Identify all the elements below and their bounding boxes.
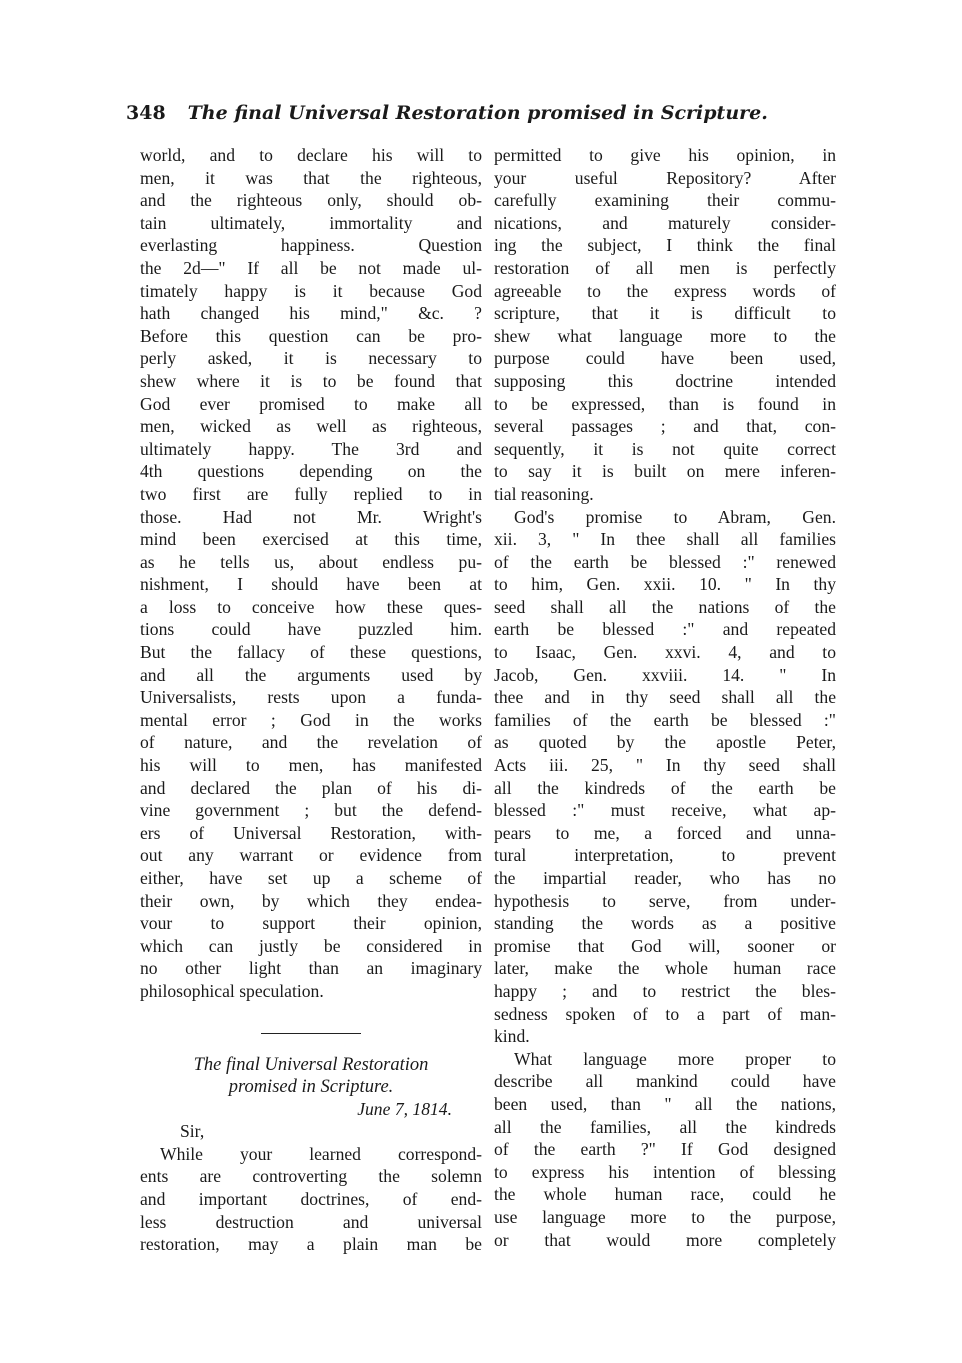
text-line: restoration, may a plain man be bbox=[140, 1234, 482, 1255]
text-line: Jacob, Gen. xxviii. 14. " In bbox=[494, 664, 836, 685]
text-line: carefully examining their commu- bbox=[494, 190, 836, 211]
text-line: to Isaac, Gen. xxvi. 4, and to bbox=[494, 642, 836, 663]
text-line: two first are fully replied to in bbox=[140, 483, 482, 504]
right-paragraph-2 bbox=[494, 506, 836, 1026]
text-line: as he tells us, about endless pu- bbox=[140, 551, 482, 572]
text-line: all the families, all the kindreds bbox=[494, 1116, 836, 1137]
text-line: ultimately happy. The 3rd and bbox=[140, 438, 482, 459]
text-line: Universalists, rests upon a funda- bbox=[140, 687, 482, 708]
text-line: happy ; and to restrict the bles- bbox=[494, 980, 836, 1001]
text-line: no other light than an imaginary bbox=[140, 958, 482, 979]
text-line: out any warrant or evidence from bbox=[140, 845, 482, 866]
running-head bbox=[126, 102, 846, 124]
text-line: ents are controverting the solemn bbox=[140, 1166, 482, 1187]
text-line: agreeable to the express words of bbox=[494, 280, 836, 301]
text-line: the whole human race, could he bbox=[494, 1184, 836, 1205]
text-line: vine government ; but the defend- bbox=[140, 800, 482, 821]
text-line: less destruction and universal bbox=[140, 1211, 482, 1232]
text-line: to express his intention of blessing bbox=[494, 1161, 836, 1182]
text-line: the impartial reader, who has no bbox=[494, 868, 836, 888]
left-column bbox=[140, 144, 482, 1256]
text-line: families of the earth be blessed :" bbox=[494, 709, 836, 730]
text-line: scripture, that it is difficult to bbox=[494, 303, 836, 324]
text-line: nications, and maturely consider- bbox=[494, 212, 836, 233]
text-line: xii. 3, " In thee shall all families bbox=[494, 529, 836, 550]
right-paragraph-3 bbox=[494, 1048, 836, 1251]
text-line: as quoted by the apostle Peter, bbox=[494, 732, 836, 753]
text-line: which can justly be considered in bbox=[140, 935, 482, 956]
text-line: mental error ; God in the works bbox=[140, 709, 482, 730]
text-line: his will to men, has manifested bbox=[140, 755, 482, 776]
left-text-block bbox=[140, 144, 482, 980]
text-line: sequently, it is not quite correct bbox=[494, 438, 836, 459]
text-line: of the earth be blessed :" renewed bbox=[494, 551, 836, 572]
text-line: While your learned correspond- bbox=[160, 1143, 482, 1164]
text-line: What language more proper to bbox=[514, 1048, 836, 1069]
text-line: of nature, and the revelation of bbox=[140, 732, 482, 753]
text-line: shew where it is to be found that bbox=[140, 370, 482, 391]
text-line: been used, than " all the nations, bbox=[494, 1093, 836, 1114]
text-line: mind been exercised at this time, bbox=[140, 529, 482, 550]
text-line: the 2d—" If all be not made ul- bbox=[140, 257, 482, 278]
text-line: blessed :" must receive, what ap- bbox=[494, 800, 836, 821]
text-line: to him, Gen. xxii. 10. " In thy bbox=[494, 574, 836, 595]
right-column bbox=[494, 144, 836, 1251]
text-line: those. Had not Mr. Wright's bbox=[140, 506, 482, 527]
text-line: men, it was that the righteous, bbox=[140, 167, 482, 188]
text-line: earth be blessed :" and repeated bbox=[494, 619, 836, 640]
text-line: hath changed his mind," &c. ? bbox=[140, 303, 482, 324]
text-line: restoration of all men is perfectly bbox=[494, 257, 836, 278]
text-line: tural interpretation, to prevent bbox=[494, 845, 836, 866]
text-line: world, and to declare his will to bbox=[140, 145, 482, 165]
text-line: of the earth ?" If God designed bbox=[494, 1139, 836, 1160]
text-line: and declared the plan of his di- bbox=[140, 777, 482, 798]
right-paragraph-1-last: tial reasoning. bbox=[494, 483, 594, 504]
article-title-line2: promised in Scripture. bbox=[228, 1076, 394, 1097]
text-line: timately happy is it because God bbox=[140, 280, 482, 301]
text-line: sedness spoken of to a part of man- bbox=[494, 1003, 836, 1024]
text-line: and the righteous only, should ob- bbox=[140, 190, 482, 211]
text-line: use language more to the purpose, bbox=[494, 1206, 836, 1227]
text-line: purpose could have been used, bbox=[494, 348, 836, 369]
page-number: 348 bbox=[126, 102, 166, 124]
text-line: nishment, I should have been at bbox=[140, 574, 482, 595]
text-line: permitted to give his opinion, in bbox=[494, 145, 836, 165]
text-line: Acts iii. 25, " In thy seed shall bbox=[494, 755, 836, 776]
text-line: shew what language more to the bbox=[494, 325, 836, 346]
text-line: vour to support their opinion, bbox=[140, 913, 482, 934]
text-line: perly asked, it is necessary to bbox=[140, 348, 482, 369]
text-line: or that would more completely bbox=[494, 1229, 836, 1250]
article-title-line1: The final Universal Restoration bbox=[193, 1054, 429, 1075]
text-line: hypothesis to serve, from under- bbox=[494, 890, 836, 911]
section-divider bbox=[261, 1033, 361, 1034]
text-line: later, make the whole human race bbox=[494, 958, 836, 979]
text-line: several passages ; and that, con- bbox=[494, 416, 836, 437]
left-letter-block bbox=[140, 1143, 482, 1256]
text-line: everlasting happiness. Question bbox=[140, 235, 482, 256]
text-line: Before this question can be pro- bbox=[140, 325, 482, 346]
text-line: tions could have puzzled him. bbox=[140, 619, 482, 640]
text-line: promise that God will, sooner or bbox=[494, 935, 836, 956]
right-paragraph-1 bbox=[494, 144, 836, 483]
text-line: to be expressed, than is found in bbox=[494, 393, 836, 414]
text-line: men, wicked as well as righteous, bbox=[140, 416, 482, 437]
text-line: thee and in thy seed shall all the bbox=[494, 687, 836, 708]
left-last-line: philosophical speculation. bbox=[140, 980, 324, 1001]
text-line: ers of Universal Restoration, with- bbox=[140, 822, 482, 843]
letter-date: June 7, 1814. bbox=[357, 1098, 452, 1119]
text-line: God's promise to Abram, Gen. bbox=[514, 506, 836, 527]
text-line: and all the arguments used by bbox=[140, 664, 482, 685]
text-line: But the fallacy of these questions, bbox=[140, 642, 482, 663]
text-line: to say it is built on mere inferen- bbox=[494, 461, 836, 482]
text-line: a loss to conceive how these ques- bbox=[140, 596, 482, 617]
article-title bbox=[140, 1054, 482, 1098]
text-line: ing the subject, I think the final bbox=[494, 235, 836, 256]
text-line: describe all mankind could have bbox=[494, 1071, 836, 1092]
text-line: pears to me, a forced and unna- bbox=[494, 822, 836, 843]
text-line: all the kindreds of the earth be bbox=[494, 777, 836, 798]
text-line: your useful Repository? After bbox=[494, 167, 836, 188]
text-line: and important doctrines, of end- bbox=[140, 1188, 482, 1209]
text-line: either, have set up a scheme of bbox=[140, 868, 482, 888]
right-paragraph-2-last: kind. bbox=[494, 1026, 530, 1047]
text-line: God ever promised to make all bbox=[140, 393, 482, 414]
running-title: The final Universal Restoration promised in Scripture. bbox=[187, 102, 768, 124]
text-line: tain ultimately, immortality and bbox=[140, 212, 482, 233]
text-line: standing the words as a positive bbox=[494, 913, 836, 934]
text-line: seed shall all the nations of the bbox=[494, 596, 836, 617]
text-line: supposing this doctrine intended bbox=[494, 370, 836, 391]
salutation: Sir, bbox=[180, 1121, 205, 1142]
text-line: their own, by which they endea- bbox=[140, 890, 482, 911]
text-line: 4th questions depending on the bbox=[140, 461, 482, 482]
